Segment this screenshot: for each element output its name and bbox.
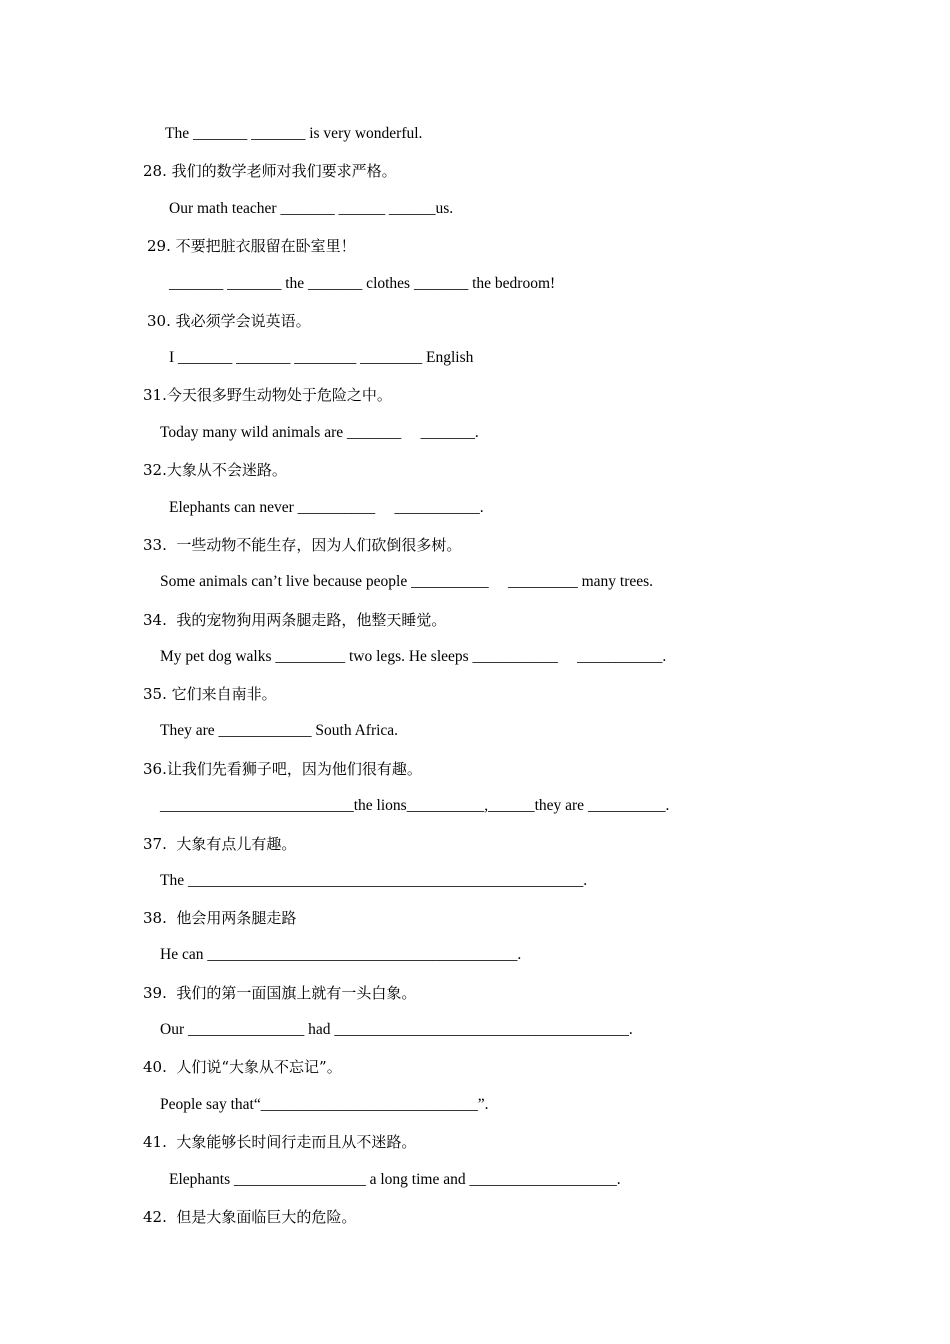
question-30: 30. 我必须学会说英语。 bbox=[147, 312, 311, 330]
question-32: 32.大象从不会迷路。 bbox=[143, 461, 287, 479]
answer-line-37: The ___________________________________________________. bbox=[160, 872, 588, 889]
answer-line-39: Our _______________ had ______________________________________. bbox=[160, 1021, 633, 1038]
answer-line-31: Today many wild animals are _______ _______. bbox=[160, 424, 479, 441]
question-34: 34. 我的宠物狗用两条腿走路，他整天睡觉。 bbox=[143, 611, 447, 629]
question-36: 36.让我们先看狮子吧，因为他们很有趣。 bbox=[143, 760, 422, 778]
question-33: 33. 一些动物不能生存，因为人们砍倒很多树。 bbox=[143, 536, 462, 554]
answer-line-29: _______ _______ the _______ clothes _______ the bedroom! bbox=[169, 275, 556, 292]
question-31: 31.今天很多野生动物处于危险之中。 bbox=[143, 386, 392, 404]
answer-line-33: Some animals can’t live because people __________ _________ many trees. bbox=[160, 573, 654, 590]
question-29: 29. 不要把脏衣服留在卧室里！ bbox=[147, 237, 356, 255]
question-37: 37. 大象有点儿有趣。 bbox=[143, 835, 297, 853]
question-40: 40. 人们说“大象从不忘记”。 bbox=[143, 1058, 342, 1076]
answer-line-28: Our math teacher _______ ______ ______us. bbox=[169, 200, 454, 217]
answer-line-35: They are ____________ South Africa. bbox=[160, 722, 399, 739]
question-42: 42. 但是大象面临巨大的危险。 bbox=[143, 1208, 357, 1226]
answer-line-36: _________________________the lions__________,______they are __________. bbox=[160, 797, 670, 814]
answer-line-34: My pet dog walks _________ two legs. He sleeps ___________ ___________. bbox=[160, 648, 667, 665]
question-35: 35. 它们来自南非。 bbox=[143, 685, 277, 703]
question-38: 38. 他会用两条腿走路 bbox=[143, 909, 297, 927]
question-39: 39. 我们的第一面国旗上就有一头白象。 bbox=[143, 984, 417, 1002]
answer-line-40: People say that“____________________________”. bbox=[160, 1096, 489, 1113]
answer-line-41: Elephants _________________ a long time and ___________________. bbox=[169, 1171, 621, 1188]
answer-line-30: I _______ _______ ________ ________ English bbox=[169, 349, 474, 366]
question-41: 41. 大象能够长时间行走而且从不迷路。 bbox=[143, 1133, 417, 1151]
answer-line-38: He can ________________________________________. bbox=[160, 946, 522, 963]
question-28: 28. 我们的数学老师对我们要求严格。 bbox=[143, 162, 397, 180]
answer-line-27: The _______ _______ is very wonderful. bbox=[165, 125, 423, 142]
answer-line-32: Elephants can never __________ ___________. bbox=[169, 499, 484, 516]
